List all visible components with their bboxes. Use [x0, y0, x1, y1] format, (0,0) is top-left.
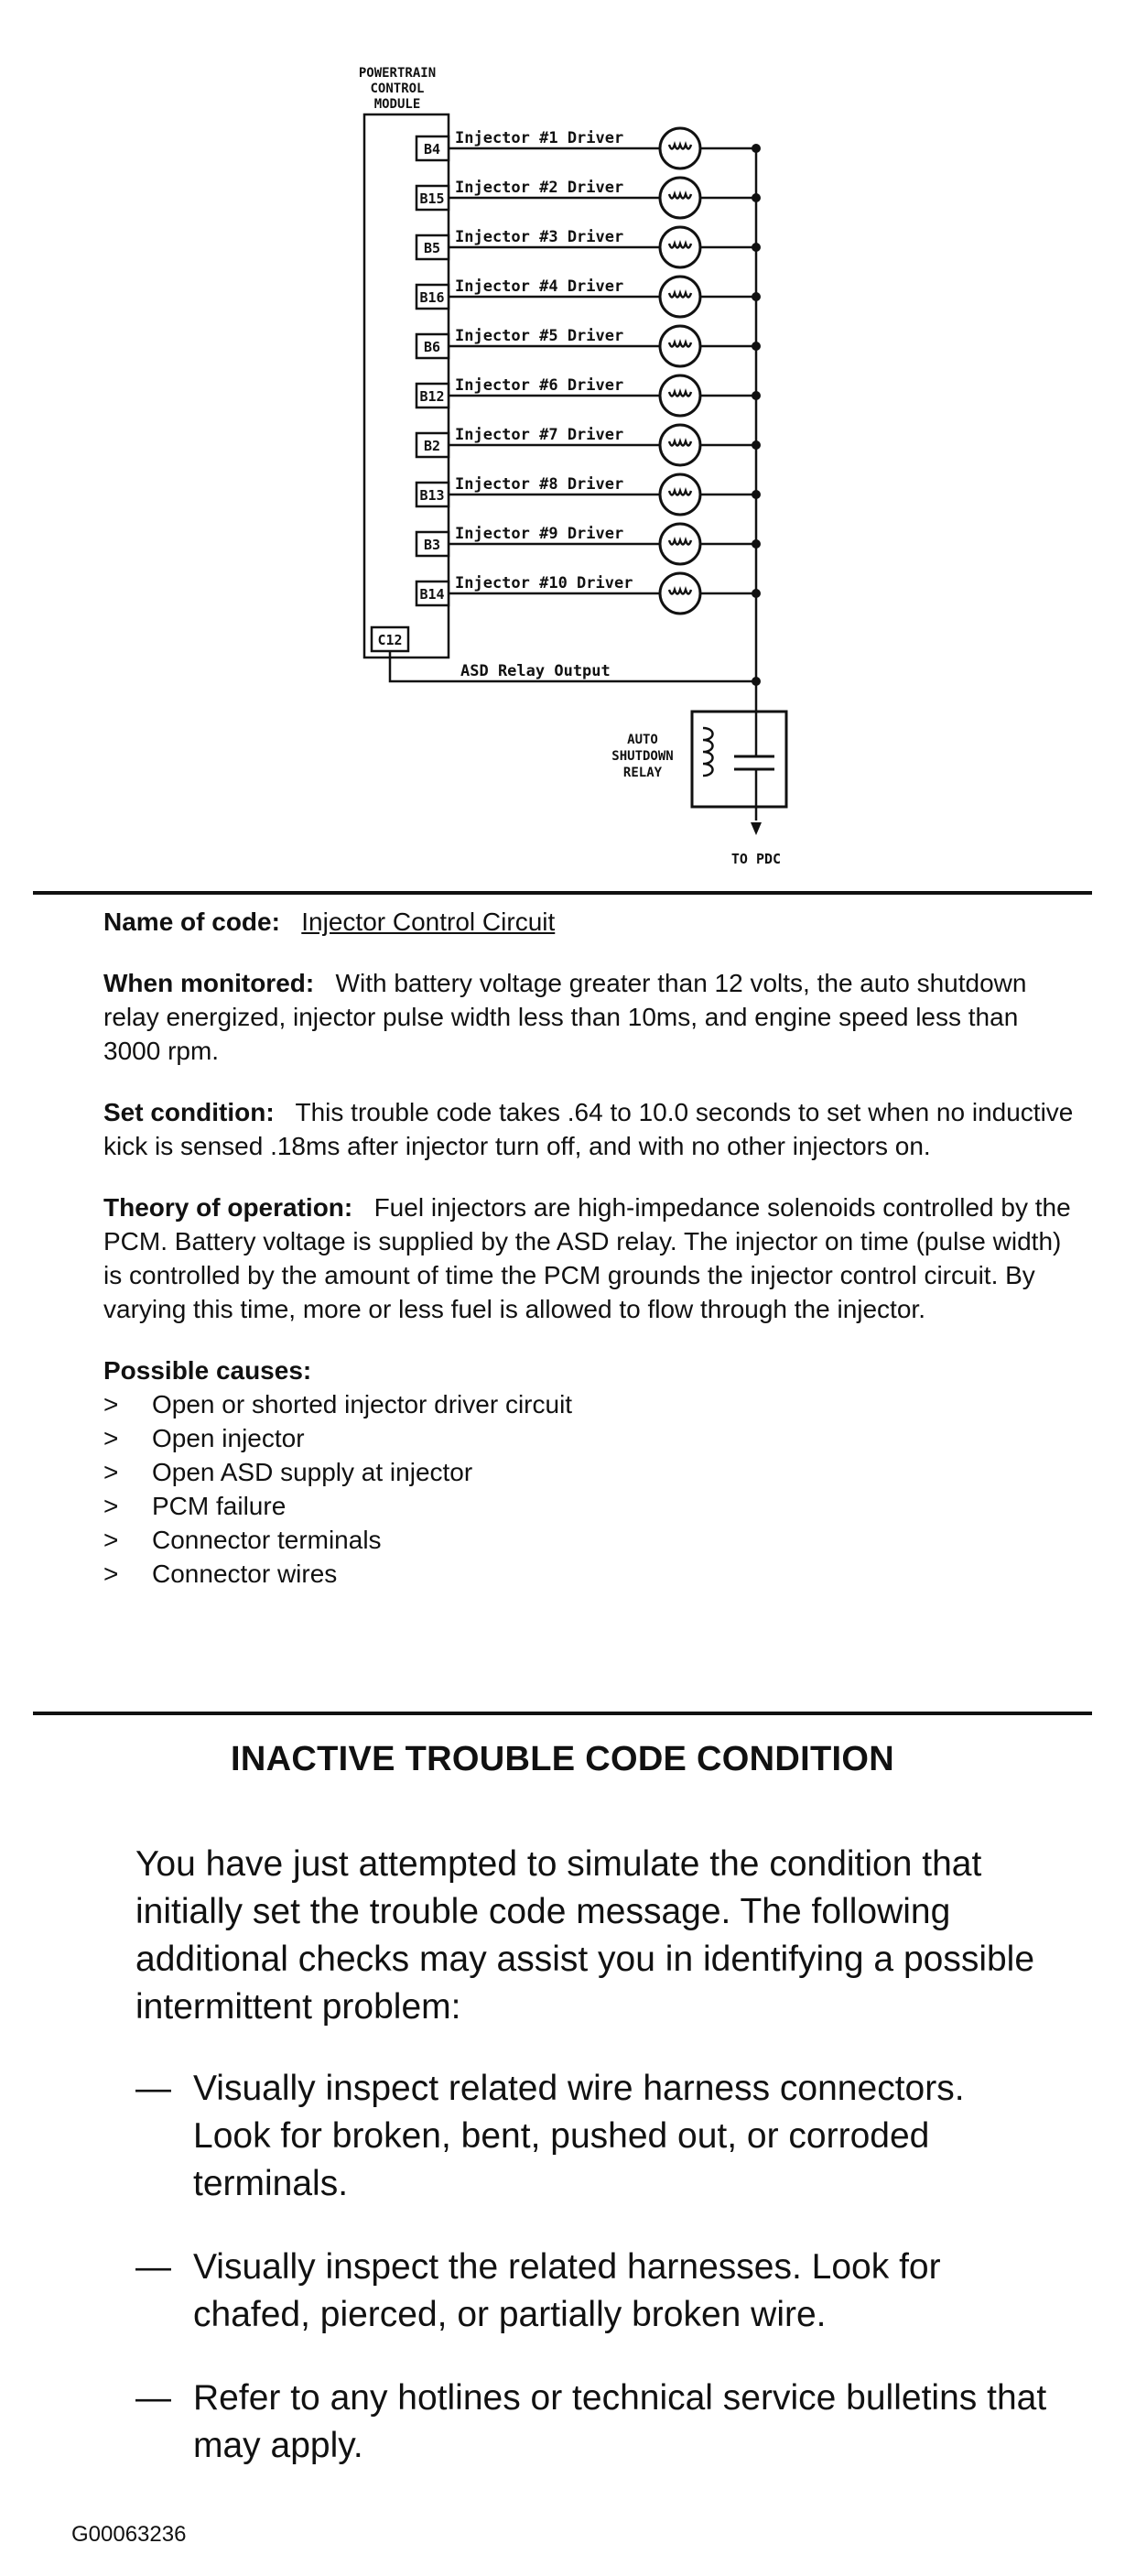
injector-coil-symbol	[660, 277, 700, 317]
when-monitored-text: With battery voltage greater than 12 volts, the auto shutdown relay energized, injector pulse width less than 10ms, and engine speed less than 3000 rpm.	[103, 969, 1027, 1065]
check-text: Visually inspect the related harnesses. Look for chafed, pierced, or partially broken wire.	[193, 2247, 941, 2334]
to-pdc-arrow	[751, 822, 762, 835]
code-info	[103, 905, 1074, 1591]
check-text: Refer to any hotlines or technical service bulletins that may apply.	[193, 2378, 1047, 2465]
check-item	[135, 2244, 1051, 2339]
driver-label: Injector #9 Driver	[455, 525, 624, 543]
cause-bullet: >	[103, 1458, 119, 1486]
when-monitored	[103, 966, 1074, 1068]
cause-item	[103, 1557, 1074, 1591]
cause-bullet: >	[103, 1526, 119, 1554]
pin-label: B5	[423, 240, 441, 256]
possible-causes-list	[103, 1387, 1074, 1591]
cause-text: Connector wires	[152, 1560, 338, 1588]
injector-coil-symbol	[660, 128, 700, 168]
check-dash: —	[135, 2378, 171, 2418]
cause-bullet: >	[103, 1492, 119, 1520]
asd-output-label: ASD Relay Output	[460, 662, 611, 680]
injector-coil-symbol	[660, 573, 700, 614]
injector-coil-symbol	[660, 326, 700, 366]
driver-label: Injector #3 Driver	[455, 228, 624, 246]
cause-item	[103, 1455, 1074, 1489]
set-condition-text: This trouble code takes .64 to 10.0 seconds to set when no inductive kick is sensed .18ms after injector turn off, and with no other injectors on.	[103, 1098, 1074, 1160]
name-of-code-label: Name of code:	[103, 908, 280, 936]
module-title-line-2: CONTROL	[370, 82, 425, 96]
cause-text: Open injector	[152, 1424, 305, 1452]
module-title-line-3: MODULE	[373, 97, 421, 112]
possible-causes-title: Possible causes:	[103, 1356, 312, 1385]
cause-text: Connector terminals	[152, 1526, 382, 1554]
cause-item	[103, 1387, 1074, 1421]
injector-coil-symbol	[660, 178, 700, 218]
cause-bullet: >	[103, 1390, 119, 1418]
driver-label: Injector #2 Driver	[455, 179, 624, 197]
to-pdc-label: TO PDC	[730, 851, 782, 867]
cause-bullet: >	[103, 1560, 119, 1588]
pin-label: B13	[419, 487, 445, 504]
theory-of-operation	[103, 1190, 1074, 1326]
module-title-line-1: POWERTRAIN	[358, 66, 437, 81]
cause-text: Open ASD supply at injector	[152, 1458, 473, 1486]
pin-label: B15	[419, 190, 445, 207]
theory-text: Fuel injectors are high-impedance solenoids controlled by the PCM. Battery voltage is supplied by the ASD relay. The injector on time (pulse width) is controlled by the amount of time the PCM grounds the injector control circuit. By varying this time, more or less fuel is allowed to flow through the injector.	[103, 1193, 1071, 1323]
driver-label: Injector #7 Driver	[455, 426, 624, 444]
cause-text: Open or shorted injector driver circuit	[152, 1390, 573, 1418]
driver-label: Injector #8 Driver	[455, 475, 624, 494]
asd-junction-dot	[752, 677, 761, 686]
pin-label: B6	[423, 339, 441, 355]
injector-coil-symbol	[660, 227, 700, 267]
inactive-condition-section	[0, 1740, 1125, 2465]
inactive-intro: You have just attempted to simulate the condition that initially set the trouble code message. The following additional checks may assist you in identifying a possible intermittent problem:	[135, 1844, 1035, 2027]
check-dash: —	[135, 2069, 171, 2108]
cause-bullet: >	[103, 1424, 119, 1452]
pin-label: B14	[419, 586, 445, 603]
check-text: Visually inspect related wire harness connectors. Look for broken, bent, pushed out, or corroded terminals.	[193, 2069, 965, 2203]
check-item	[135, 2065, 1051, 2208]
figure-code: G00063236	[71, 2522, 187, 2547]
set-condition	[103, 1095, 1074, 1163]
driver-label: Injector #1 Driver	[455, 129, 624, 147]
inactive-section-title: INACTIVE TROUBLE CODE CONDITION	[231, 1740, 894, 1778]
bottom-divider	[33, 1712, 1092, 1715]
injector-coil-symbol	[660, 425, 700, 465]
driver-label: Injector #10 Driver	[455, 574, 633, 592]
cause-item	[103, 1489, 1074, 1523]
driver-label: Injector #6 Driver	[455, 376, 624, 395]
injector-coil-symbol	[660, 474, 700, 515]
driver-label: Injector #4 Driver	[455, 277, 624, 296]
name-of-code-value: Injector Control Circuit	[301, 908, 556, 936]
check-item	[135, 2375, 1051, 2470]
injector-coil-symbol	[660, 375, 700, 416]
when-monitored-label: When monitored:	[103, 969, 315, 997]
check-dash: —	[135, 2247, 171, 2287]
pin-label: B2	[423, 438, 441, 454]
pin-label: B3	[423, 537, 441, 553]
relay-label-line-1: AUTO	[627, 733, 658, 747]
pin-label: B12	[419, 388, 445, 405]
cause-text: PCM failure	[152, 1492, 287, 1520]
asd-pin-label: C12	[377, 632, 403, 648]
relay-label-line-3: RELAY	[622, 766, 663, 780]
cause-item	[103, 1421, 1074, 1455]
theory-label: Theory of operation:	[103, 1193, 353, 1222]
pin-label: B4	[423, 141, 441, 158]
pin-label: B16	[419, 289, 445, 306]
wiring-diagram	[0, 0, 1125, 879]
relay-label-line-2: SHUTDOWN	[611, 749, 674, 764]
auto-shutdown-relay-box	[692, 712, 786, 807]
top-divider	[33, 891, 1092, 895]
injector-coil-symbol	[660, 524, 700, 564]
driver-label: Injector #5 Driver	[455, 327, 624, 345]
set-condition-label: Set condition:	[103, 1098, 275, 1126]
cause-item	[103, 1523, 1074, 1557]
name-of-code	[103, 905, 1074, 939]
